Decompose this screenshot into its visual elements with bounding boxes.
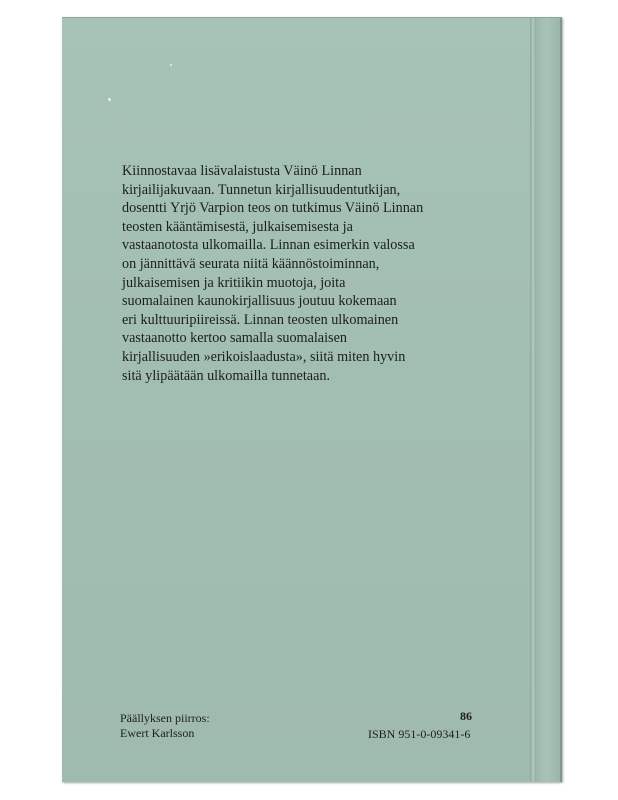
back-cover-blurb	[122, 162, 522, 385]
blurb-line: dosentti Yrjö Varpion teos on tutkimus Väinö Linnan	[122, 200, 424, 217]
book-spine	[536, 18, 562, 782]
blurb-line: eri kulttuuripiireissä. Linnan teosten ulkomainen	[122, 311, 399, 328]
blurb-line: teosten kääntämisestä, julkaisemisesta ja	[122, 218, 353, 235]
credit-name: Ewert Karlsson	[120, 725, 195, 740]
credit-label: Päällyksen piirros:	[120, 711, 210, 725]
blurb-line: on jännittävä seurata niitä käännöstoiminnan,	[122, 255, 380, 272]
cover-speck	[170, 64, 172, 66]
blurb-line: vastaanotto kertoo samalla suomalaisen	[122, 330, 347, 347]
cover-illustration-credit	[120, 711, 210, 740]
cover-panel	[62, 18, 532, 782]
blurb-line: Kiinnostavaa lisävalaistusta Väinö Linnan	[122, 163, 362, 179]
blurb-line: kirjailijakuvaan. Tunnetun kirjallisuudentutkijan,	[122, 181, 401, 198]
cover-speck	[108, 98, 111, 101]
price-code: 86	[460, 709, 472, 723]
blurb-line: sitä ylipäätään ulkomailla tunnetaan.	[122, 367, 331, 384]
blurb-line: suomalainen kaunokirjallisuus joutuu kokemaan	[122, 293, 397, 310]
isbn: ISBN 951-0-09341-6	[368, 727, 471, 741]
spine-edge	[560, 18, 562, 782]
blurb-line: vastaanotosta ulkomailla. Linnan esimerkin valossa	[122, 237, 415, 254]
book-back-cover	[62, 17, 562, 782]
blurb-line: julkaisemisen ja kritiikin muotoja, joita	[122, 274, 346, 291]
blurb-line: kirjallisuuden »erikoislaadusta», siitä miten hyvin	[122, 348, 406, 365]
